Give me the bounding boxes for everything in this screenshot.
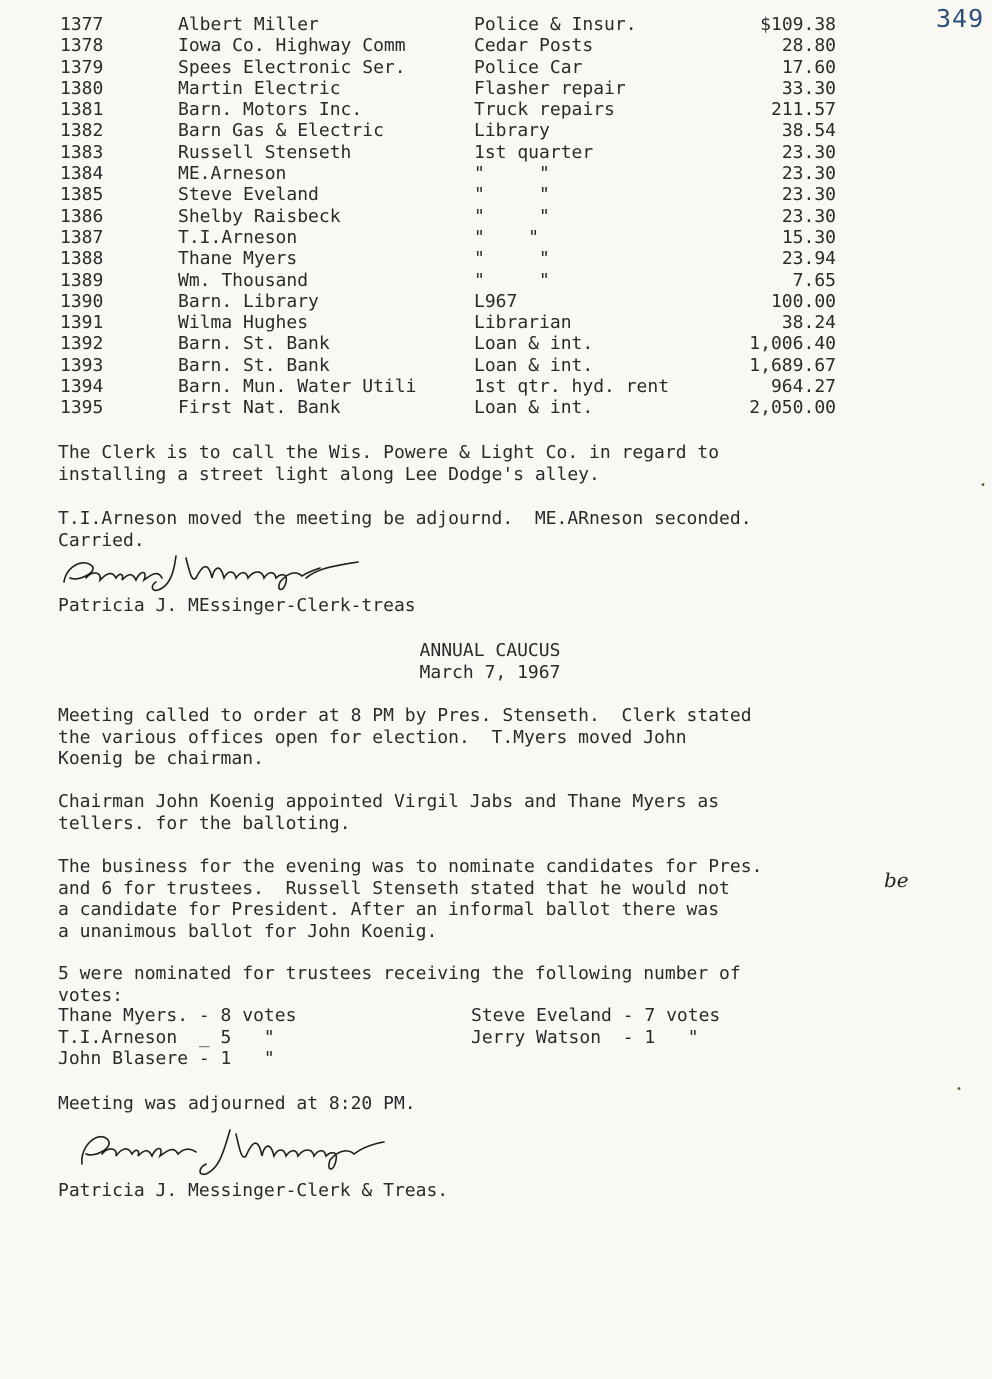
ledger-number: 1383: [60, 141, 104, 163]
signature-2: [72, 1120, 452, 1180]
ledger-row: [60, 227, 860, 248]
ledger-payee: Barn. St. Bank: [178, 333, 330, 355]
ledger-row: [60, 270, 860, 291]
vote-entry: Steve Eveland - 7 votes: [471, 1005, 721, 1026]
ledger-amount: 1,006.40: [749, 333, 836, 355]
ledger-purpose: Flasher repair: [474, 77, 626, 99]
ledger-amount: 1,689.67: [749, 354, 836, 376]
ledger-row: [60, 206, 860, 227]
ledger-purpose: " ": [474, 269, 550, 291]
ledger-amount: 17.60: [781, 56, 836, 78]
ledger-payee: Iowa Co. Highway Comm: [178, 35, 406, 57]
ledger-amount: 23.94: [781, 248, 836, 270]
ledger-number: 1393: [60, 354, 104, 376]
para-call-to-order: Meeting called to order at 8 PM by Pres. Stenseth. Clerk stated the various offices open for election. T.Myers moved John Koenig be chairman.: [58, 705, 752, 770]
ledger-purpose: Loan & int.: [474, 333, 594, 355]
ledger-amount: 100.00: [770, 290, 836, 312]
ledger-payee: First Nat. Bank: [178, 397, 341, 419]
ledger-number: 1387: [60, 226, 104, 248]
ledger-payee: Russell Stenseth: [178, 141, 352, 163]
ledger-table: [60, 14, 860, 419]
ledger-payee: Wilma Hughes: [178, 312, 309, 334]
ledger-purpose: " ": [474, 205, 550, 227]
ledger-number: 1394: [60, 376, 104, 398]
ledger-purpose: Library: [474, 120, 550, 142]
ledger-purpose: " ": [474, 184, 550, 206]
ledger-number: 1381: [60, 99, 104, 121]
ledger-number: 1390: [60, 290, 104, 312]
ledger-number: 1391: [60, 312, 104, 334]
caucus-date: March 7, 1967: [419, 662, 561, 683]
ledger-number: 1382: [60, 120, 104, 142]
ledger-row: [60, 14, 860, 35]
para-nominated: 5 were nominated for trustees receiving the following number of votes:: [58, 963, 741, 1006]
ledger-purpose: " ": [474, 248, 550, 270]
para-business: The business for the evening was to nominate candidates for Pres. and 6 for trustees. Russell Stenseth stated that he would not a candidate for President. After an informal ballot there was a unanimous ballot for John Koenig.: [58, 856, 763, 942]
ledger-amount: 23.30: [781, 141, 836, 163]
ledger-amount: 33.30: [781, 77, 836, 99]
ledger-row: [60, 57, 860, 78]
ledger-payee: Barn. Library: [178, 290, 319, 312]
margin-speck: •: [980, 480, 987, 491]
ledger-payee: Wm. Thousand: [178, 269, 309, 291]
page-number: 349: [936, 4, 985, 33]
signature-1-name: Patricia J. MEssinger-Clerk-treas: [58, 595, 416, 616]
caucus-title: ANNUAL CAUCUS: [419, 640, 561, 661]
vote-row: [58, 1048, 858, 1070]
ledger-payee: Barn. St. Bank: [178, 354, 330, 376]
handwritten-insert: be: [884, 868, 909, 892]
ledger-amount: 23.30: [781, 184, 836, 206]
margin-speck: •: [956, 1084, 963, 1095]
vote-entry: T.I.Arneson _ 5 ": [58, 1026, 275, 1048]
ledger-purpose: Truck repairs: [474, 99, 615, 121]
ledger-purpose: Cedar Posts: [474, 35, 594, 57]
ledger-number: 1395: [60, 397, 104, 419]
ledger-row: [60, 120, 860, 141]
ledger-amount: $109.38: [760, 14, 836, 35]
ledger-purpose: Police Car: [474, 56, 583, 78]
vote-tally: [58, 1005, 858, 1070]
ledger-amount: 964.27: [770, 376, 836, 398]
ledger-purpose: L967: [474, 290, 518, 312]
ledger-purpose: Police & Insur.: [474, 14, 637, 35]
ledger-number: 1386: [60, 205, 104, 227]
vote-entry: Thane Myers. - 8 votes: [58, 1005, 297, 1026]
ledger-amount: 7.65: [792, 269, 836, 291]
ledger-row: [60, 291, 860, 312]
ledger-number: 1377: [60, 14, 104, 35]
clerk-note: The Clerk is to call the Wis. Powere & Light Co. in regard to installing a street light along Lee Dodge's alley.: [58, 442, 720, 485]
vote-row: [58, 1005, 858, 1027]
ledger-row: [60, 397, 860, 418]
ledger-row: [60, 248, 860, 269]
ledger-payee: Spees Electronic Ser.: [178, 56, 406, 78]
ledger-row: [60, 163, 860, 184]
ledger-payee: Barn Gas & Electric: [178, 120, 384, 142]
ledger-payee: Thane Myers: [178, 248, 298, 270]
ledger-amount: 15.30: [781, 226, 836, 248]
ledger-amount: 211.57: [770, 99, 836, 121]
ledger-purpose: 1st quarter: [474, 141, 594, 163]
ledger-number: 1392: [60, 333, 104, 355]
ledger-row: [60, 312, 860, 333]
ledger-purpose: " ": [474, 226, 540, 248]
vote-entry: John Blasere - 1 ": [58, 1048, 275, 1070]
ledger-amount: 38.24: [781, 312, 836, 334]
ledger-number: 1378: [60, 35, 104, 57]
ledger-purpose: 1st qtr. hyd. rent: [474, 376, 670, 398]
para-tellers: Chairman John Koenig appointed Virgil Jabs and Thane Myers as tellers. for the balloting.: [58, 791, 720, 834]
ledger-row: [60, 78, 860, 99]
ledger-row: [60, 142, 860, 163]
ledger-payee: Martin Electric: [178, 77, 341, 99]
ledger-number: 1385: [60, 184, 104, 206]
ledger-amount: 23.30: [781, 163, 836, 185]
ledger-payee: ME.Arneson: [178, 163, 287, 185]
ledger-row: [60, 99, 860, 120]
adjourn-motion: T.I.Arneson moved the meeting be adjournd. ME.ARneson seconded. Carried.: [58, 508, 752, 551]
ledger-payee: Steve Eveland: [178, 184, 319, 206]
ledger-purpose: Loan & int.: [474, 397, 594, 419]
ledger-row: [60, 35, 860, 56]
ledger-row: [60, 355, 860, 376]
ledger-amount: 23.30: [781, 205, 836, 227]
vote-entry: Jerry Watson - 1 ": [471, 1026, 699, 1048]
ledger-number: 1384: [60, 163, 104, 185]
ledger-number: 1389: [60, 269, 104, 291]
signature-1: [58, 548, 418, 596]
ledger-payee: Shelby Raisbeck: [178, 205, 341, 227]
ledger-purpose: Loan & int.: [474, 354, 594, 376]
para-adjourned: Meeting was adjourned at 8:20 PM.: [58, 1093, 416, 1114]
ledger-payee: Albert Miller: [178, 14, 319, 35]
ledger-number: 1388: [60, 248, 104, 270]
ledger-payee: T.I.Arneson: [178, 226, 298, 248]
ledger-amount: 2,050.00: [749, 397, 836, 419]
ledger-amount: 38.54: [781, 120, 836, 142]
signature-2-name: Patricia J. Messinger-Clerk & Treas.: [58, 1180, 449, 1201]
ledger-amount: 28.80: [781, 35, 836, 57]
ledger-number: 1379: [60, 56, 104, 78]
ledger-row: [60, 333, 860, 354]
ledger-purpose: Librarian: [474, 312, 572, 334]
ledger-payee: Barn. Motors Inc.: [178, 99, 363, 121]
ledger-purpose: " ": [474, 163, 550, 185]
ledger-number: 1380: [60, 77, 104, 99]
ledger-payee: Barn. Mun. Water Utili: [178, 376, 417, 398]
ledger-row: [60, 184, 860, 205]
vote-row: [58, 1027, 858, 1049]
ledger-row: [60, 376, 860, 397]
